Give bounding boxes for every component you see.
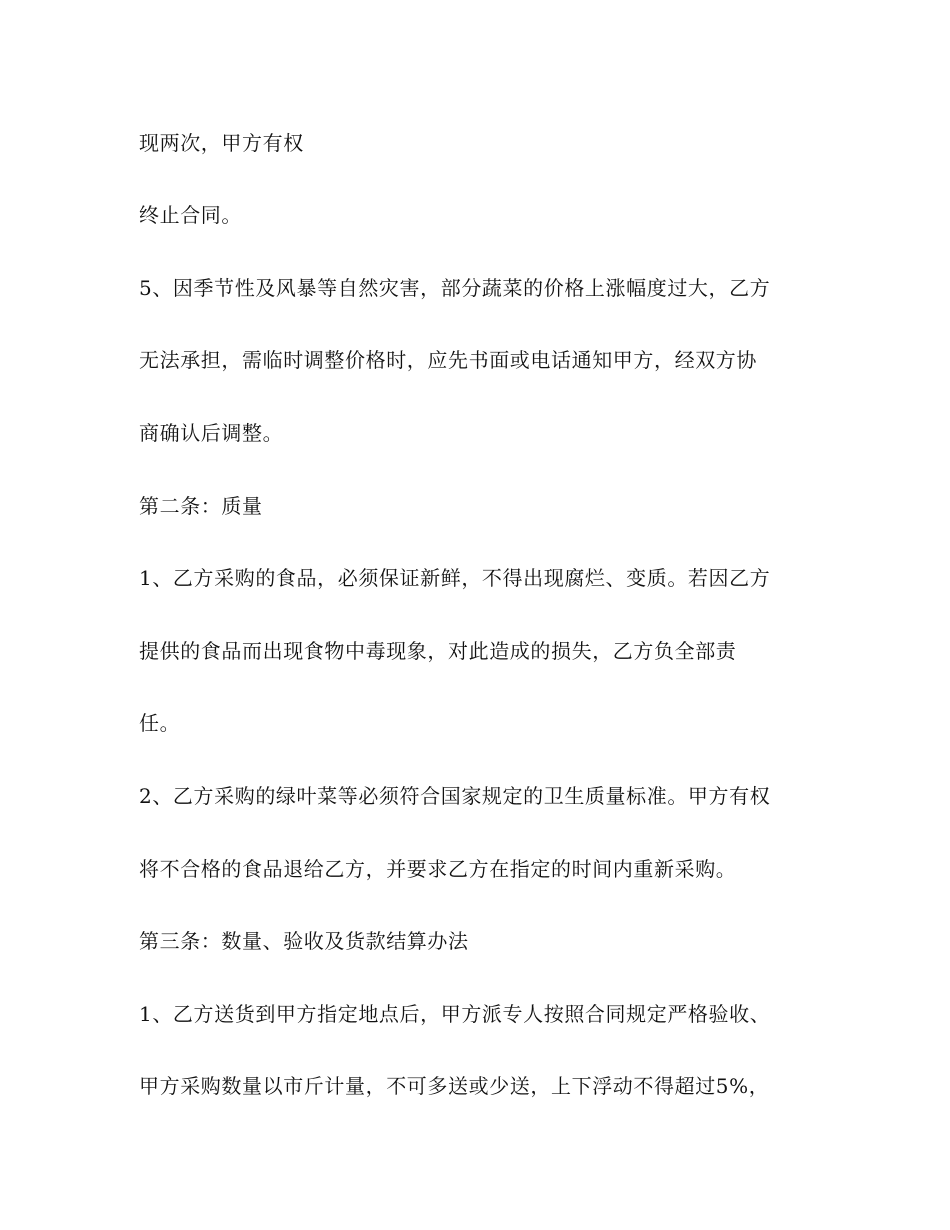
text-line: 现两次，甲方有权 [139, 131, 304, 155]
text-line: 无法承担，需临时调整价格时，应先书面或电话通知甲方，经双方协 [139, 348, 757, 372]
text-line: 5、因季节性及风暴等自然灾害，部分蔬菜的价格上涨幅度过大，乙方 [139, 276, 771, 300]
text-line: 甲方采购数量以市斤计量，不可多送或少送，上下浮动不得超过5%， [139, 1074, 770, 1098]
text-line: 将不合格的食品退给乙方，并要求乙方在指定的时间内重新采购。 [139, 857, 737, 881]
text-line: 1、乙方采购的食品，必须保证新鲜，不得出现腐烂、变质。若因乙方 [139, 566, 771, 590]
section-heading: 第二条：质量 [139, 494, 263, 518]
text-line: 商确认后调整。 [139, 421, 284, 445]
text-line: 2、乙方采购的绿叶菜等必须符合国家规定的卫生质量标准。甲方有权 [139, 784, 771, 808]
section-heading: 第三条：数量、验收及货款结算办法 [139, 929, 469, 953]
text-line: 终止合同。 [139, 203, 242, 227]
text-line: 1、乙方送货到甲方指定地点后，甲方派专人按照合同规定严格验收、 [139, 1002, 771, 1026]
text-line: 任。 [139, 711, 181, 735]
text-line: 提供的食品而出现食物中毒现象，对此造成的损失，乙方负全部责 [139, 639, 737, 663]
